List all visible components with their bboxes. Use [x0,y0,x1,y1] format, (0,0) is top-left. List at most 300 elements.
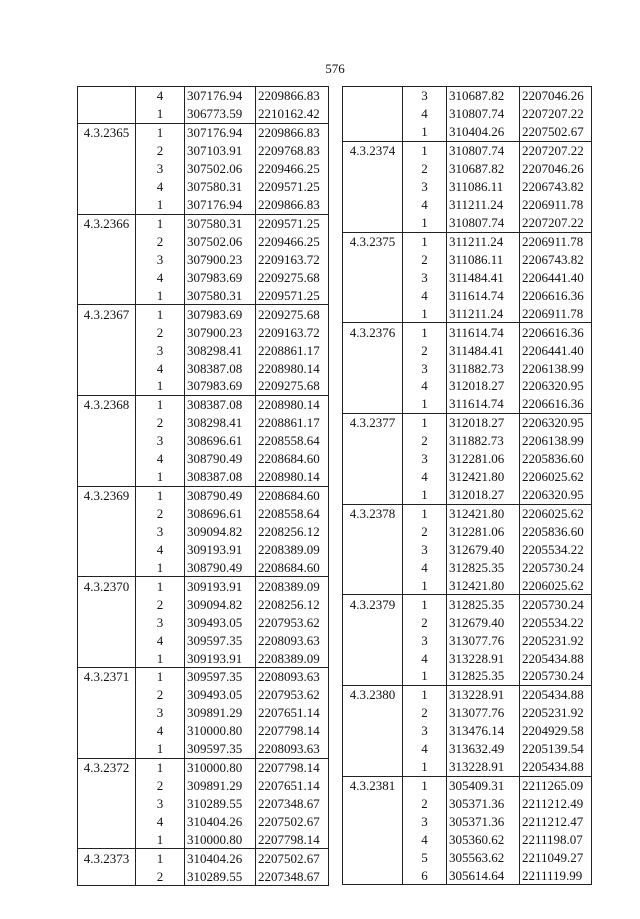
y-coordinate-cell: 2208389.09 [256,577,329,595]
parcel-id-cell: 4.3.2381 [343,776,403,794]
y-coordinate-cell: 2206616.36 [520,323,592,341]
x-coordinate-cell: 310289.55 [185,867,256,885]
y-coordinate-cell: 2205434.88 [520,685,592,703]
point-number-cell: 2 [136,777,185,795]
x-coordinate-cell: 308298.41 [185,341,256,359]
point-number-cell: 1 [136,196,185,214]
parcel-id-cell [78,830,136,848]
x-coordinate-cell: 308387.08 [185,395,256,413]
y-coordinate-cell: 2207348.67 [256,867,329,885]
y-coordinate-cell: 2206616.36 [520,286,592,304]
table-row [343,250,592,268]
x-coordinate-cell: 305371.36 [447,795,520,813]
point-number-cell: 1 [136,105,185,123]
parcel-id-cell [78,414,136,432]
table-row [343,432,592,450]
table-row [343,523,592,541]
y-coordinate-cell: 2207207.22 [520,105,592,123]
x-coordinate-cell: 307176.94 [185,196,256,214]
x-coordinate-cell: 313077.76 [447,704,520,722]
table-row [343,776,592,794]
point-number-cell: 3 [403,178,447,196]
point-number-cell: 2 [136,595,185,613]
y-coordinate-cell: 2207953.62 [256,686,329,704]
x-coordinate-cell: 308790.49 [185,450,256,468]
point-number-cell: 1 [136,649,185,667]
table-row [343,830,592,848]
point-number-cell: 1 [136,468,185,486]
point-number-cell: 4 [403,468,447,486]
point-number-cell: 1 [403,141,447,159]
y-coordinate-cell: 2206911.78 [520,196,592,214]
y-coordinate-cell: 2207502.67 [256,849,329,867]
parcel-id-cell: 4.3.2377 [343,413,403,431]
parcel-id-cell [343,758,403,776]
parcel-id-cell [78,686,136,704]
point-number-cell: 1 [136,830,185,848]
table-row [343,631,592,649]
parcel-id-cell [78,142,136,160]
x-coordinate-cell: 309094.82 [185,523,256,541]
table-row [78,414,329,432]
point-number-cell: 1 [403,776,447,794]
parcel-id-cell [78,377,136,395]
table-row [343,450,592,468]
table-row [343,758,592,776]
point-number-cell: 1 [136,577,185,595]
parcel-id-cell [343,631,403,649]
parcel-id-cell [78,323,136,341]
table-row [78,558,329,576]
point-number-cell: 5 [403,848,447,866]
y-coordinate-cell: 2208980.14 [256,395,329,413]
x-coordinate-cell: 307900.23 [185,323,256,341]
x-coordinate-cell: 310000.80 [185,722,256,740]
parcel-id-cell [343,468,403,486]
y-coordinate-cell: 2206025.62 [520,576,592,594]
parcel-id-cell [78,341,136,359]
table-row [343,232,592,250]
table-row [343,160,592,178]
y-coordinate-cell: 2205534.22 [520,613,592,631]
point-number-cell: 4 [403,196,447,214]
table-row [78,668,329,686]
parcel-id-cell [343,540,403,558]
x-coordinate-cell: 312679.40 [447,540,520,558]
parcel-id-cell [343,649,403,667]
point-number-cell: 2 [403,795,447,813]
y-coordinate-cell: 2207348.67 [256,795,329,813]
table-row [78,377,329,395]
parcel-id-cell: 4.3.2372 [78,758,136,776]
x-coordinate-cell: 309891.29 [185,777,256,795]
table-row [343,613,592,631]
point-number-cell: 1 [403,323,447,341]
point-number-cell: 1 [403,123,447,141]
parcel-id-cell [78,740,136,758]
y-coordinate-cell: 2208980.14 [256,359,329,377]
parcel-id-cell [78,286,136,304]
x-coordinate-cell: 312018.27 [447,486,520,504]
x-coordinate-cell: 310000.80 [185,830,256,848]
point-number-cell: 4 [136,813,185,831]
parcel-id-cell [343,486,403,504]
parcel-id-cell [78,178,136,196]
table-row [78,686,329,704]
x-coordinate-cell: 311211.24 [447,232,520,250]
point-number-cell: 3 [136,250,185,268]
table-row [343,795,592,813]
x-coordinate-cell: 310687.82 [447,160,520,178]
y-coordinate-cell: 2207046.26 [520,87,592,105]
x-coordinate-cell: 313228.91 [447,685,520,703]
point-number-cell: 4 [403,740,447,758]
parcel-id-cell: 4.3.2380 [343,685,403,703]
table-row [343,105,592,123]
parcel-id-cell [78,268,136,286]
y-coordinate-cell: 2207953.62 [256,613,329,631]
x-coordinate-cell: 312281.06 [447,523,520,541]
table-row [78,341,329,359]
y-coordinate-cell: 2208861.17 [256,414,329,432]
point-number-cell: 4 [136,87,185,105]
table-row [78,123,329,141]
table-row [78,233,329,251]
parcel-id-cell [78,468,136,486]
point-number-cell: 1 [136,123,185,141]
table-row [343,359,592,377]
x-coordinate-cell: 308696.61 [185,432,256,450]
x-coordinate-cell: 310000.80 [185,758,256,776]
x-coordinate-cell: 308696.61 [185,505,256,523]
table-row [343,504,592,522]
parcel-id-cell [343,196,403,214]
point-number-cell: 3 [403,722,447,740]
y-coordinate-cell: 2206911.78 [520,232,592,250]
parcel-id-cell [78,867,136,885]
point-number-cell: 1 [136,668,185,686]
x-coordinate-cell: 307900.23 [185,250,256,268]
point-number-cell: 1 [403,304,447,322]
point-number-cell: 3 [136,704,185,722]
table-row [78,105,329,123]
table-row [343,341,592,359]
y-coordinate-cell: 2211212.49 [520,795,592,813]
x-coordinate-cell: 313228.91 [447,649,520,667]
point-number-cell: 4 [403,830,447,848]
parcel-id-cell [343,450,403,468]
y-coordinate-cell: 2205730.24 [520,595,592,613]
x-coordinate-cell: 312825.35 [447,667,520,685]
parcel-id-cell [78,777,136,795]
parcel-id-cell [78,250,136,268]
table-row [343,178,592,196]
table-row [343,123,592,141]
x-coordinate-cell: 307580.31 [185,286,256,304]
x-coordinate-cell: 305371.36 [447,813,520,831]
x-coordinate-cell: 308387.08 [185,359,256,377]
x-coordinate-cell: 311614.74 [447,395,520,413]
y-coordinate-cell: 2206616.36 [520,395,592,413]
y-coordinate-cell: 2206743.82 [520,250,592,268]
x-coordinate-cell: 311484.41 [447,268,520,286]
point-number-cell: 1 [403,214,447,232]
parcel-id-cell [343,286,403,304]
y-coordinate-cell: 2208980.14 [256,468,329,486]
x-coordinate-cell: 312018.27 [447,413,520,431]
x-coordinate-cell: 310807.74 [447,105,520,123]
y-coordinate-cell: 2206441.40 [520,341,592,359]
y-coordinate-cell: 2206911.78 [520,304,592,322]
point-number-cell: 1 [403,667,447,685]
table-row [343,323,592,341]
x-coordinate-cell: 312018.27 [447,377,520,395]
point-number-cell: 2 [403,341,447,359]
x-coordinate-cell: 309597.35 [185,631,256,649]
y-coordinate-cell: 2208256.12 [256,595,329,613]
table-row [78,758,329,776]
table-row [78,450,329,468]
y-coordinate-cell: 2209275.68 [256,268,329,286]
point-number-cell: 3 [136,160,185,178]
point-number-cell: 2 [403,523,447,541]
parcel-id-cell [78,450,136,468]
x-coordinate-cell: 310687.82 [447,87,520,105]
x-coordinate-cell: 311614.74 [447,323,520,341]
point-number-cell: 4 [403,649,447,667]
table-row [78,178,329,196]
table-row [78,395,329,413]
point-number-cell: 4 [136,359,185,377]
y-coordinate-cell: 2209466.25 [256,160,329,178]
parcel-id-cell: 4.3.2367 [78,305,136,323]
point-number-cell: 1 [136,558,185,576]
x-coordinate-cell: 311211.24 [447,196,520,214]
x-coordinate-cell: 310807.74 [447,214,520,232]
table-row [343,667,592,685]
y-coordinate-cell: 2207207.22 [520,214,592,232]
table-row [343,395,592,413]
x-coordinate-cell: 312825.35 [447,595,520,613]
point-number-cell: 1 [136,305,185,323]
table-row [343,87,592,105]
parcel-id-cell [343,740,403,758]
parcel-id-cell [78,613,136,631]
table-row [343,468,592,486]
parcel-id-cell [343,123,403,141]
table-row [78,777,329,795]
x-coordinate-cell: 312421.80 [447,504,520,522]
table-row [343,377,592,395]
point-number-cell: 2 [136,323,185,341]
x-coordinate-cell: 307983.69 [185,268,256,286]
x-coordinate-cell: 311086.11 [447,250,520,268]
point-number-cell: 4 [136,268,185,286]
table-row [78,432,329,450]
parcel-id-cell [78,813,136,831]
parcel-id-cell [78,540,136,558]
table-row [78,867,329,885]
parcel-id-cell: 4.3.2376 [343,323,403,341]
x-coordinate-cell: 312679.40 [447,613,520,631]
point-number-cell: 3 [403,359,447,377]
y-coordinate-cell: 2208684.60 [256,450,329,468]
table-row [343,722,592,740]
point-number-cell: 1 [403,758,447,776]
table-row [78,795,329,813]
parcel-id-cell [343,268,403,286]
x-coordinate-cell: 309493.05 [185,686,256,704]
y-coordinate-cell: 2207502.67 [256,813,329,831]
point-number-cell: 4 [136,540,185,558]
y-coordinate-cell: 2208861.17 [256,341,329,359]
y-coordinate-cell: 2205836.60 [520,523,592,541]
point-number-cell: 3 [403,87,447,105]
point-number-cell: 2 [136,867,185,885]
parcel-id-cell [343,432,403,450]
x-coordinate-cell: 311882.73 [447,432,520,450]
table-row [78,631,329,649]
parcel-id-cell [78,631,136,649]
x-coordinate-cell: 307580.31 [185,178,256,196]
y-coordinate-cell: 2207798.14 [256,830,329,848]
x-coordinate-cell: 312281.06 [447,450,520,468]
point-number-cell: 3 [136,432,185,450]
x-coordinate-cell: 309891.29 [185,704,256,722]
point-number-cell: 4 [403,286,447,304]
y-coordinate-cell: 2206743.82 [520,178,592,196]
table-row [343,304,592,322]
point-number-cell: 2 [136,505,185,523]
parcel-id-cell: 4.3.2365 [78,123,136,141]
table-row [78,505,329,523]
point-number-cell: 3 [403,450,447,468]
point-number-cell: 1 [403,685,447,703]
x-coordinate-cell: 307983.69 [185,377,256,395]
y-coordinate-cell: 2205534.22 [520,540,592,558]
parcel-id-cell [343,830,403,848]
parcel-id-cell [78,196,136,214]
y-coordinate-cell: 2206320.95 [520,413,592,431]
y-coordinate-cell: 2209866.83 [256,123,329,141]
table-row [78,649,329,667]
x-coordinate-cell: 307176.94 [185,87,256,105]
x-coordinate-cell: 305563.62 [447,848,520,866]
table-row [78,142,329,160]
parcel-id-cell [343,523,403,541]
table-row [78,813,329,831]
y-coordinate-cell: 2209163.72 [256,250,329,268]
x-coordinate-cell: 312421.80 [447,576,520,594]
table-row [78,577,329,595]
y-coordinate-cell: 2211049.27 [520,848,592,866]
x-coordinate-cell: 305360.62 [447,830,520,848]
y-coordinate-cell: 2205231.92 [520,704,592,722]
parcel-id-cell: 4.3.2379 [343,595,403,613]
y-coordinate-cell: 2206320.95 [520,486,592,504]
x-coordinate-cell: 313228.91 [447,758,520,776]
parcel-id-cell [78,649,136,667]
parcel-id-cell [78,505,136,523]
x-coordinate-cell: 309493.05 [185,613,256,631]
y-coordinate-cell: 2208093.63 [256,668,329,686]
point-number-cell: 1 [136,286,185,304]
parcel-id-cell [343,558,403,576]
x-coordinate-cell: 310289.55 [185,795,256,813]
y-coordinate-cell: 2208093.63 [256,631,329,649]
x-coordinate-cell: 310404.26 [185,813,256,831]
x-coordinate-cell: 305409.31 [447,776,520,794]
x-coordinate-cell: 306773.59 [185,105,256,123]
table-row [78,214,329,232]
y-coordinate-cell: 2209866.83 [256,196,329,214]
table-row [343,866,592,884]
table-row [343,848,592,866]
parcel-id-cell [343,613,403,631]
y-coordinate-cell: 2205730.24 [520,558,592,576]
point-number-cell: 3 [136,341,185,359]
x-coordinate-cell: 311614.74 [447,286,520,304]
x-coordinate-cell: 311484.41 [447,341,520,359]
table-row [343,268,592,286]
x-coordinate-cell: 309597.35 [185,668,256,686]
y-coordinate-cell: 2205231.92 [520,631,592,649]
parcel-id-cell [343,722,403,740]
y-coordinate-cell: 2208256.12 [256,523,329,541]
parcel-id-cell [78,233,136,251]
y-coordinate-cell: 2205836.60 [520,450,592,468]
point-number-cell: 1 [403,576,447,594]
y-coordinate-cell: 2209466.25 [256,233,329,251]
table-row [78,250,329,268]
table-row [343,413,592,431]
y-coordinate-cell: 2208684.60 [256,486,329,504]
parcel-id-cell [343,250,403,268]
y-coordinate-cell: 2207207.22 [520,141,592,159]
y-coordinate-cell: 2211212.47 [520,813,592,831]
parcel-id-cell [343,160,403,178]
point-number-cell: 2 [403,160,447,178]
y-coordinate-cell: 2208389.09 [256,540,329,558]
y-coordinate-cell: 2208389.09 [256,649,329,667]
table-row [78,523,329,541]
table-row [78,704,329,722]
table-row [78,595,329,613]
x-coordinate-cell: 307176.94 [185,123,256,141]
y-coordinate-cell: 2206138.99 [520,359,592,377]
point-number-cell: 1 [403,413,447,431]
parcel-id-cell: 4.3.2371 [78,668,136,686]
point-number-cell: 1 [136,849,185,867]
parcel-id-cell: 4.3.2375 [343,232,403,250]
point-number-cell: 4 [136,631,185,649]
point-number-cell: 1 [136,758,185,776]
coordinate-table-right [342,86,592,885]
point-number-cell: 3 [136,523,185,541]
x-coordinate-cell: 305614.64 [447,866,520,884]
parcel-id-cell [343,848,403,866]
y-coordinate-cell: 2205730.24 [520,667,592,685]
table-row [343,685,592,703]
x-coordinate-cell: 308387.08 [185,468,256,486]
point-number-cell: 3 [136,795,185,813]
parcel-id-cell [343,813,403,831]
y-coordinate-cell: 2207046.26 [520,160,592,178]
x-coordinate-cell: 311882.73 [447,359,520,377]
y-coordinate-cell: 2207651.14 [256,704,329,722]
point-number-cell: 6 [403,866,447,884]
point-number-cell: 3 [136,613,185,631]
